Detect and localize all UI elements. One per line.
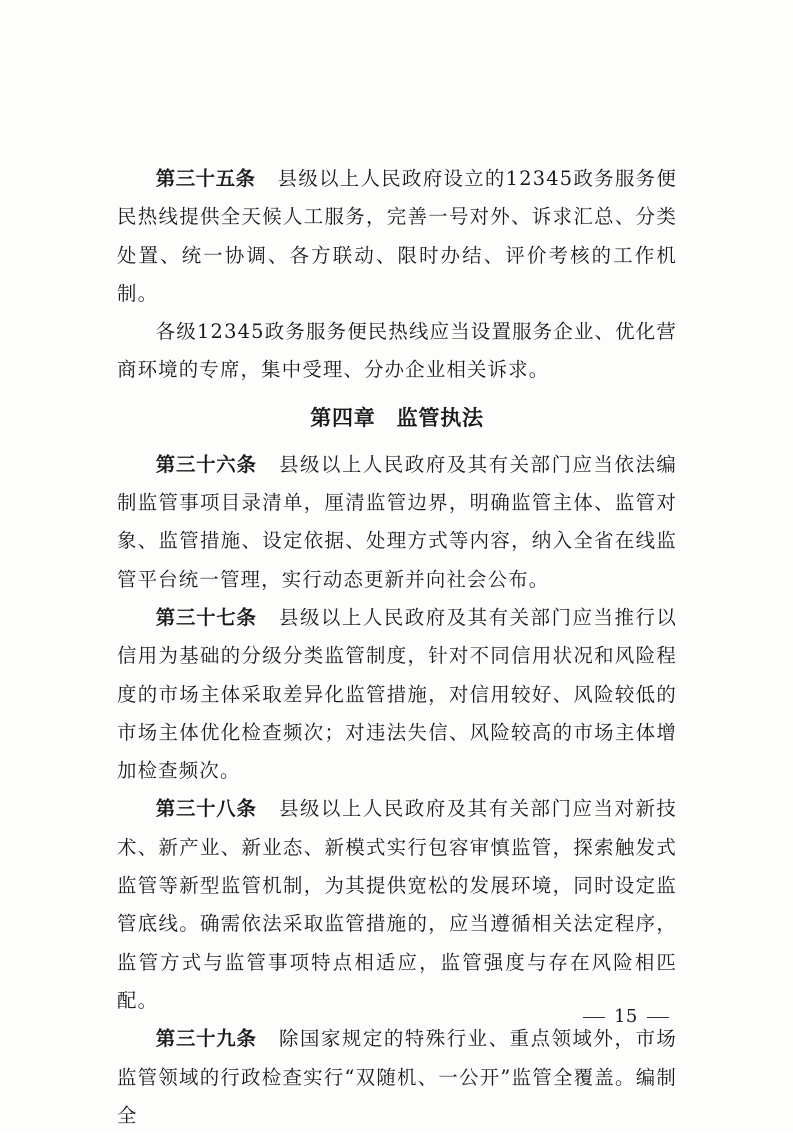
article-39-number: 第三十九条 [155, 1027, 257, 1051]
document-body [117, 160, 677, 1135]
chapter-heading [117, 399, 677, 437]
article-35-paragraph-2: 各级12345政务服务便民热线应当设置服务企业、优化营商环境的专席，集中受理、分办企业相关诉求。 [117, 320, 677, 382]
dash-left [583, 1017, 605, 1018]
article-35 [117, 160, 677, 313]
article-36 [117, 446, 677, 599]
article-36-text: 县级以上人民政府及其有关部门应当依法编制监管事项目录清单，厘清监管边界，明确监管主体、监管对象、监管措施、设定依据、处理方式等内容，纳入全省在线监管平台统一管理，实行动态更新并向社会公布。 [117, 452, 677, 591]
article-39 [117, 1020, 677, 1135]
page-number-value: 15 [614, 1006, 638, 1027]
article-35-number: 第三十五条 [155, 167, 256, 190]
page-number [574, 1004, 678, 1030]
article-37-number: 第三十七条 [155, 605, 257, 629]
article-38-text: 县级以上人民政府及其有关部门应当对新技术、新产业、新业态、新模式实行包容审慎监管，探索触发式监管等新型监管机制，为其提供宽松的发展环境，同时设定监管底线。确需依法采取监管措施的，应当遵循相关法定程序，监管方式与监管事项特点相适应，监管强度与存在风险相匹配。 [117, 797, 677, 1012]
article-38-number: 第三十八条 [155, 797, 257, 821]
dash-right [647, 1017, 669, 1018]
chapter-title: 监管执法 [396, 404, 484, 430]
article-39-text: 除国家规定的特殊行业、重点领域外，市场监管领域的行政检查实行“双随机、一公开”监管全覆盖。编制全 [117, 1027, 677, 1127]
article-38 [117, 790, 677, 1020]
article-36-number: 第三十六条 [155, 452, 257, 476]
article-37-text: 县级以上人民政府及其有关部门应当推行以信用为基础的分级分类监管制度，针对不同信用状况和风险程度的市场主体采取差异化监管措施，对信用较好、风险较低的市场主体优化检查频次；对违法失信、风险较高的市场主体增加检查频次。 [117, 605, 677, 783]
chapter-number: 第四章 [310, 404, 376, 430]
article-35-text: 县级以上人民政府设立的12345政务服务便民热线提供全天候人工服务，完善一号对外、诉求汇总、分类处置、统一协调、各方联动、限时办结、评价考核的工作机制。 [117, 167, 678, 305]
article-37 [117, 599, 677, 790]
